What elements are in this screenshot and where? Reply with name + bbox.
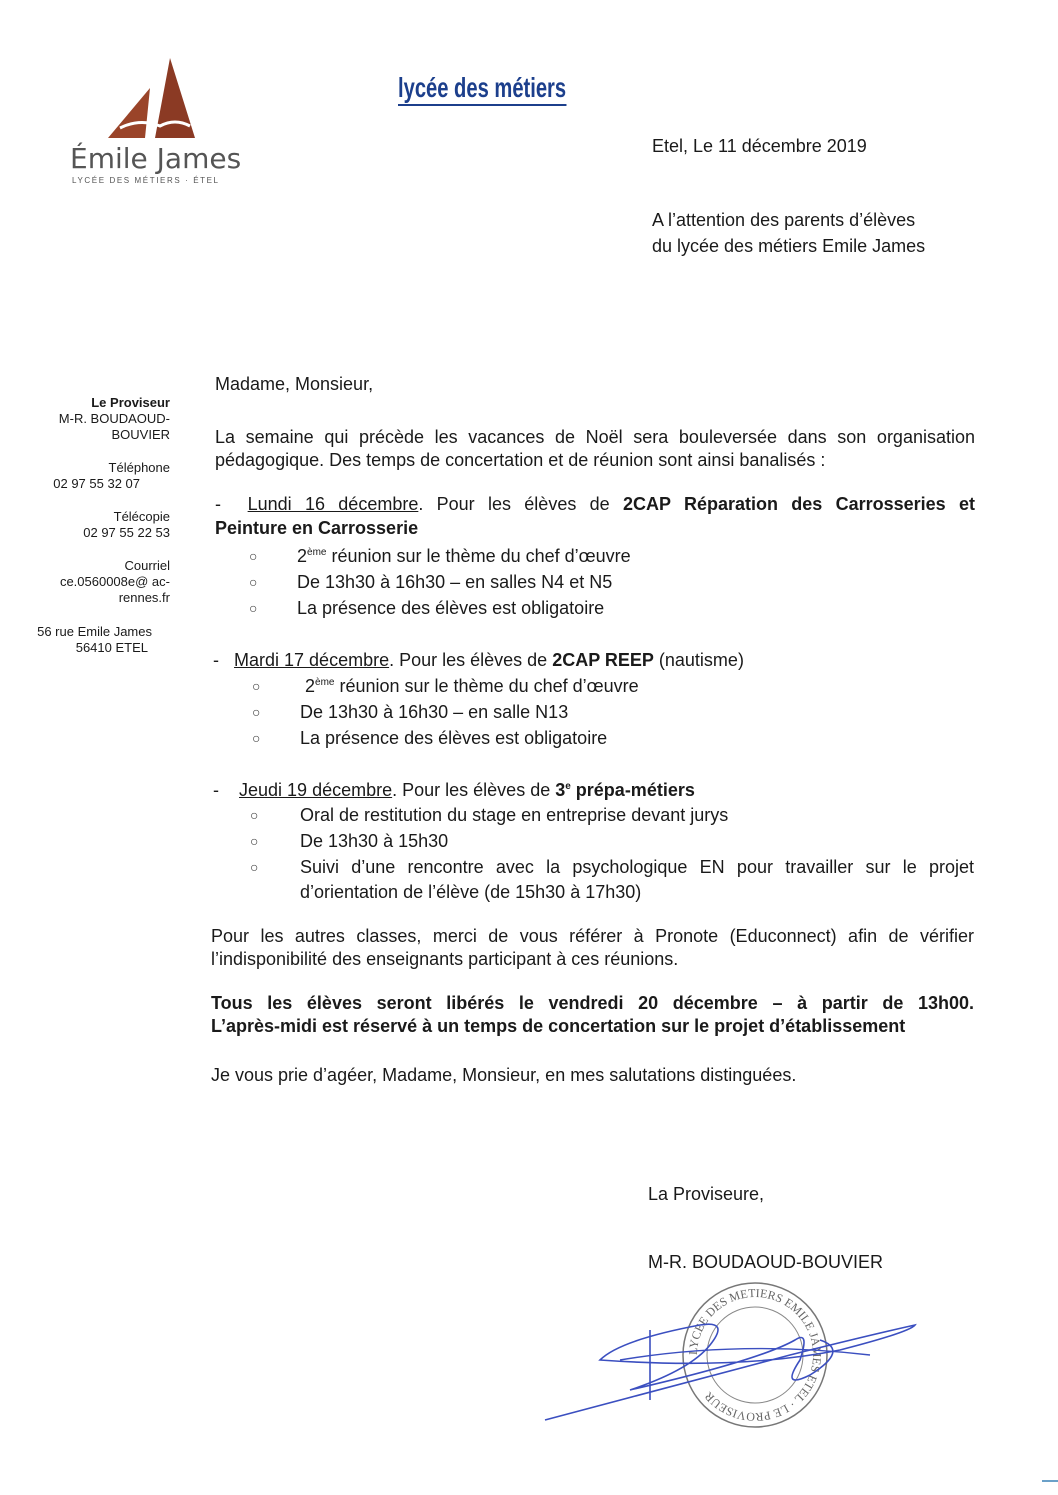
address-2: 56410 ETEL (75, 640, 148, 655)
item-1-line-1 (215, 493, 975, 515)
bullet-icon: ○ (249, 548, 258, 564)
sidebar-title: Le Proviseur (91, 395, 170, 410)
item-1-sub-1 (297, 545, 631, 567)
item-3-sub-3: Suivi d’une rencontre avec la psychologique EN pour travailler sur le projet (300, 857, 974, 877)
stamp-text: LYCEE DES METIERS EMILE JAMES ETEL · LE PROVISEUR (685, 1285, 825, 1425)
handwritten-signature (540, 1300, 920, 1430)
bullet-icon: ○ (250, 833, 259, 849)
dash: - (213, 780, 219, 800)
item-3-sub-2: De 13h30 à 15h30 (300, 831, 449, 851)
sub-text: réunion sur le thème du chef d’œuvre (331, 546, 631, 566)
ordinal: 2 (297, 546, 308, 566)
item-2-line-1 (213, 649, 744, 671)
salutation: Madame, Monsieur, (215, 374, 374, 394)
intro-line-2: pédagogique. Des temps de concertation et de réunion sont ainsi banalisés : (215, 450, 826, 470)
bullet-icon: ○ (252, 704, 261, 720)
right-edge-mark (1042, 1480, 1058, 1482)
sidebar-name-2: BOUVIER (111, 427, 170, 442)
fax: 02 97 55 22 53 (83, 525, 170, 540)
lycee-des-metiers-label: lycée des métiers (398, 72, 566, 106)
item-1-class: 2CAP Réparation des Carrosseries et (622, 494, 975, 514)
bullet-icon: ○ (252, 678, 261, 694)
dash: - (213, 650, 219, 670)
address-1: 56 rue Emile James (37, 624, 152, 639)
intro-line-1: La semaine qui précède les vacances de Noël sera bouleversée dans son organisation (215, 427, 975, 447)
sub-text: réunion sur le thème du chef d’œuvre (339, 676, 639, 696)
item-2-class-rest: (nautisme) (653, 650, 744, 670)
item-1-class-2: Peinture en Carrosserie (215, 518, 419, 538)
item-1-date: Lundi 16 décembre (247, 494, 419, 514)
notice-2: L’après-midi est réservé à un temps de concertation sur le projet d’établissement (211, 1016, 906, 1036)
item-3-text: . Pour les élèves de (392, 780, 556, 800)
date-line: Etel, Le 11 décembre 2019 (652, 136, 867, 156)
closing: Je vous prie d’agéer, Madame, Monsieur, en mes salutations distinguées. (211, 1065, 797, 1085)
bullet-icon: ○ (249, 574, 258, 590)
item-1-sub-2: De 13h30 à 16h30 – en salles N4 et N5 (297, 572, 613, 592)
email-1: ce.0560008e@ ac- (59, 574, 170, 589)
notice-1: Tous les élèves seront libérés le vendredi 20 décembre – à partir de 13h00. (211, 993, 974, 1013)
logo-subtitle: LYCÉE DES MÉTIERS · ÉTEL (72, 176, 220, 185)
recipient-line-1: A l’attention des parents d’élèves (652, 210, 916, 230)
email-label: Courriel (124, 558, 170, 573)
bullet-icon: ○ (252, 730, 261, 746)
item-1-sub-3: La présence des élèves est obligatoire (297, 598, 605, 618)
item-2-text: . Pour les élèves de (389, 650, 553, 670)
item-3-line-1 (213, 779, 695, 801)
item-3-sub-3b: d’orientation de l’élève (de 15h30 à 17h30) (300, 882, 642, 902)
bullet-icon: ○ (249, 600, 258, 616)
fax-label: Télécopie (113, 509, 170, 524)
other-classes-1: Pour les autres classes, merci de vous référer à Pronote (Educonnect) afin de vérifier (211, 926, 974, 946)
item-2-sub-1 (305, 675, 639, 697)
item-3-date: Jeudi 19 décembre (239, 780, 393, 800)
email-2: rennes.fr (118, 590, 170, 605)
bullet-icon: ○ (250, 807, 259, 823)
item-2-date: Mardi 17 décembre (234, 650, 390, 670)
bullet-icon: ○ (250, 859, 259, 875)
ordinal: 2 (305, 676, 316, 696)
ordinal-sup: ème (315, 677, 335, 688)
sidebar-name-1: M-R. BOUDAOUD- (58, 411, 170, 426)
signature-name: M-R. BOUDAOUD-BOUVIER (648, 1252, 884, 1272)
other-classes-2: l’indisponibilité des enseignants participant à ces réunions. (211, 949, 679, 969)
recipient-line-2: du lycée des métiers Emile James (652, 236, 926, 256)
sailboat-logo (100, 58, 200, 143)
item-2-sub-2: De 13h30 à 16h30 – en salle N13 (300, 702, 569, 722)
phone-label: Téléphone (108, 460, 170, 475)
item-3-class-2: prépa-métiers (570, 780, 695, 800)
item-2-sub-3: La présence des élèves est obligatoire (300, 728, 608, 748)
phone: 02 97 55 32 07 (53, 476, 140, 491)
dash: - (215, 494, 221, 514)
signature-title: La Proviseure, (648, 1184, 765, 1204)
ordinal-sup: ème (307, 547, 327, 558)
item-3-class-sup: e (565, 781, 571, 792)
item-1-text: . Pour les élèves de (418, 494, 623, 514)
item-3-sub-1: Oral de restitution du stage en entreprise devant jurys (300, 805, 729, 825)
item-2-class: 2CAP REEP (552, 650, 654, 670)
logo-name: Émile James (70, 142, 242, 175)
item-3-class: 3 (555, 780, 566, 800)
